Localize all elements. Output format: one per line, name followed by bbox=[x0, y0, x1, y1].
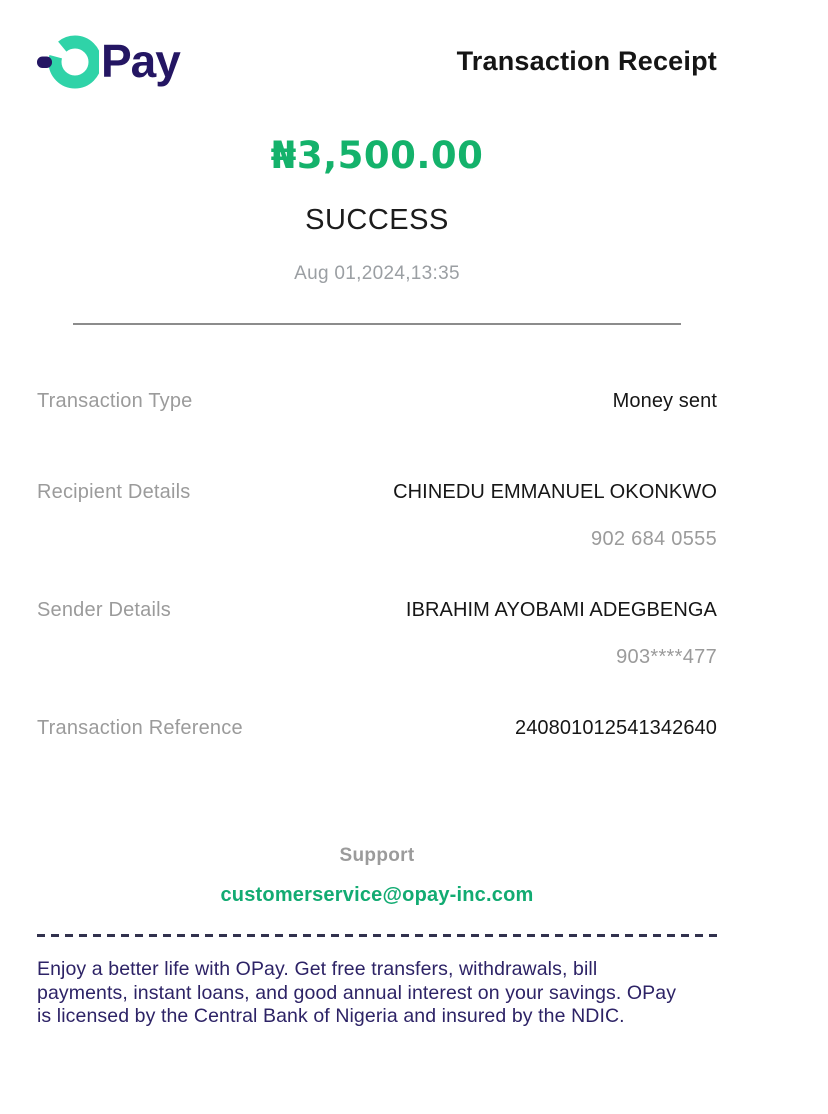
footer-line: Enjoy a better life with OPay. Get free transfers, withdrawals, bill bbox=[37, 958, 598, 980]
detail-row-recipient bbox=[37, 480, 717, 552]
detail-label: Sender Details bbox=[37, 599, 171, 621]
support-section bbox=[37, 845, 717, 907]
status-text: SUCCESS bbox=[305, 204, 449, 236]
detail-row-transaction-type bbox=[37, 389, 717, 414]
transaction-datetime: Aug 01,2024,13:35 bbox=[294, 263, 460, 284]
logo-dash bbox=[37, 57, 52, 69]
support-label: Support bbox=[339, 845, 415, 866]
detail-subvalue: 902 684 0555 bbox=[591, 528, 717, 550]
detail-subvalue: 903****477 bbox=[616, 646, 717, 668]
header bbox=[37, 30, 717, 92]
detail-label: Recipient Details bbox=[37, 481, 191, 503]
footer-text bbox=[37, 958, 727, 1029]
details-section bbox=[37, 389, 717, 741]
detail-value: IBRAHIM AYOBAMI ADEGBENGA bbox=[405, 599, 717, 621]
footer-line: is licensed by the Central Bank of Nigeria and insured by the NDIC. bbox=[37, 1005, 625, 1027]
detail-value: 240801012541342640 bbox=[514, 717, 717, 739]
detail-label: Transaction Reference bbox=[37, 717, 243, 739]
transaction-receipt bbox=[37, 0, 717, 1029]
transaction-amount: ₦3,500.00 bbox=[270, 134, 484, 177]
opay-logo bbox=[37, 31, 180, 91]
dashed-divider bbox=[37, 934, 717, 937]
support-email-link[interactable]: customerservice@opay-inc.com bbox=[220, 884, 534, 906]
detail-row-reference bbox=[37, 716, 717, 741]
detail-row-sender bbox=[37, 598, 717, 670]
detail-label: Transaction Type bbox=[37, 390, 193, 412]
solid-divider bbox=[73, 323, 681, 325]
page-title: Transaction Receipt bbox=[456, 45, 717, 76]
detail-value: CHINEDU EMMANUEL OKONKWO bbox=[393, 481, 717, 503]
opay-ring-icon bbox=[37, 31, 99, 91]
opay-logo-text: Pay bbox=[101, 35, 180, 87]
footer-line: payments, instant loans, and good annual interest on your savings. OPay bbox=[37, 981, 677, 1004]
detail-value: Money sent bbox=[612, 390, 717, 412]
